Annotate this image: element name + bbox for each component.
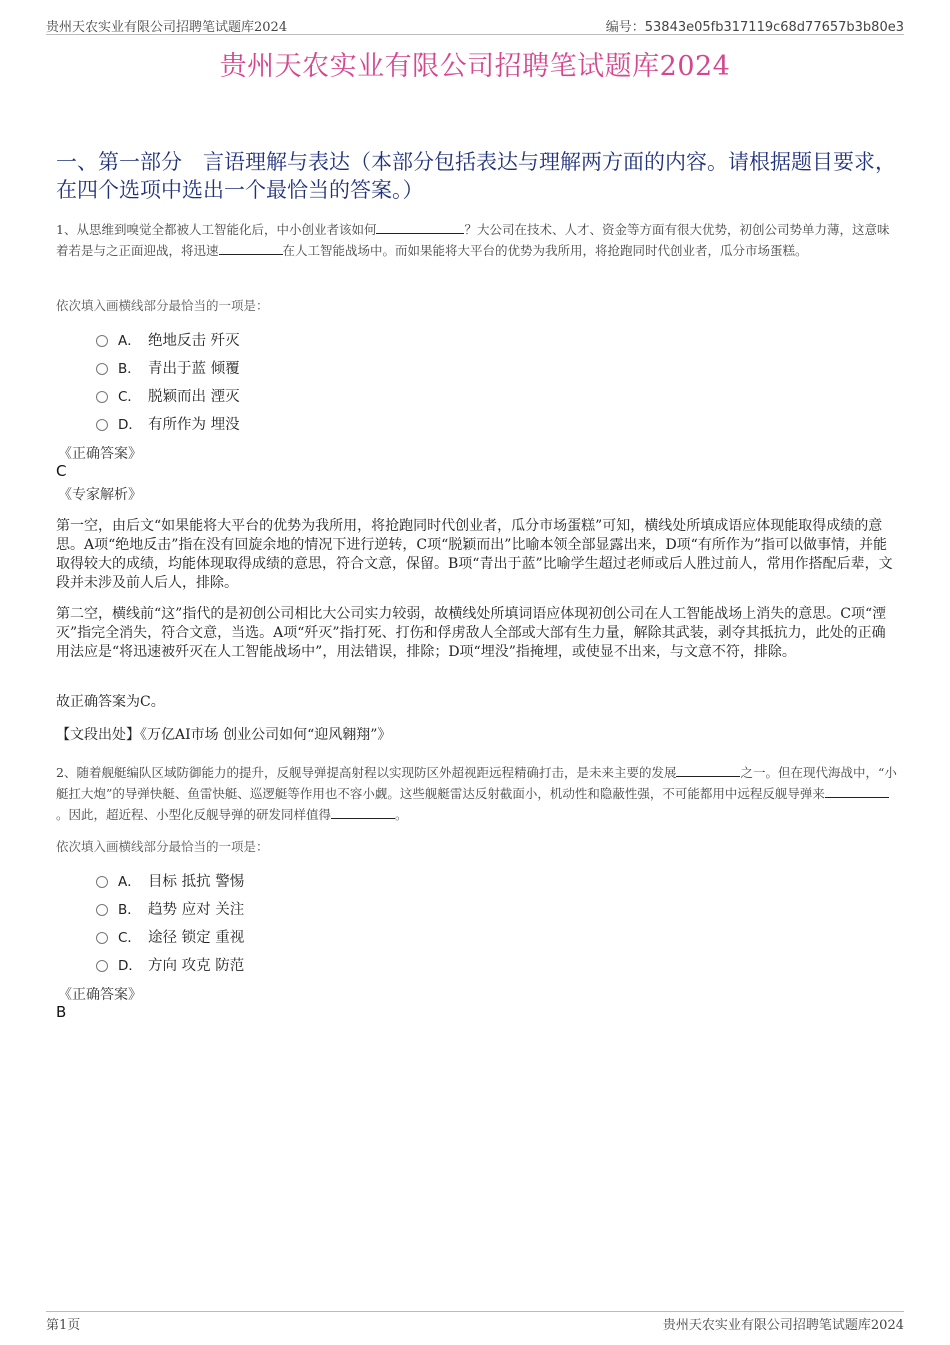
option-letter: A．	[118, 333, 141, 349]
option-d[interactable]	[96, 409, 240, 437]
option-text: 趋势 应对 关注	[148, 901, 245, 918]
question-2-part-2: 之一。但在现代海战中，“小艇扛大炮”的导弹快艇、鱼雷快艇、巡逻艇等作用也不容小觑。这些舰艇雷达反射截面小，机动性和隐蔽性强，不可能都用中远程反舰导弹来	[56, 765, 897, 801]
question-1-part-1: 1、从思维到嗅觉全都被人工智能化后，中小创业者该如何	[56, 222, 377, 237]
source-citation: 【文段出处】《万亿AI市场 创业公司如何“迎风翱翔”》	[56, 727, 392, 743]
answer-value: B	[56, 1003, 67, 1021]
option-letter: A．	[118, 874, 141, 890]
question-2-part-3: 。因此，超近程、小型化反舰导弹的研发同样值得	[56, 807, 332, 822]
option-letter: D．	[118, 958, 142, 974]
analysis-paragraph-1: 第一空，由后文“如果能将大平台的优势为我所用，将抢跑同时代创业者，瓜分市场蛋糕”可知，横线处所填成语应体现能取得成绩的意思。A项“绝地反击”指在没有回旋余地的情况下进行逆转，C项“脱颖而出”比喻本领全部显露出来，D项“有所作为”指可以做事情，并能取得较大的成绩，均能体现取得成绩的意思，符合文意，保留。B项“青出于蓝”比喻学生超过老师或后人胜过前人，常用作搭配后辈，文段并未涉及前人后人，排除。	[56, 518, 893, 591]
option-text: 青出于蓝 倾覆	[148, 360, 240, 377]
question-2-part-4: 。	[395, 807, 408, 822]
page-title: 贵州天农实业有限公司招聘笔试题库2024	[219, 51, 731, 82]
footer-title: 贵州天农实业有限公司招聘笔试题库2024	[662, 1318, 904, 1333]
option-letter: B．	[118, 361, 141, 377]
answer-label: 《正确答案》	[58, 446, 142, 462]
option-a[interactable]	[96, 866, 244, 894]
option-letter: D．	[118, 417, 142, 433]
question-2-text	[56, 762, 901, 825]
option-letter: C．	[118, 930, 141, 946]
radio-icon[interactable]	[96, 876, 108, 888]
header-left: 贵州天农实业有限公司招聘笔试题库2024	[46, 20, 288, 35]
option-text: 途径 锁定 重视	[148, 929, 245, 946]
radio-icon[interactable]	[96, 363, 108, 375]
question-2-part-1: 2、随着舰艇编队区域防御能力的提升，反舰导弹提高射程以实现防区外超视距远程精确打击，是未来主要的发展	[56, 765, 677, 780]
option-text: 有所作为 埋没	[148, 416, 240, 433]
radio-icon[interactable]	[96, 960, 108, 972]
analysis-paragraph-2: 第二空，横线前“这”指代的是初创公司相比大公司实力较弱，故横线处所填词语应体现初创公司在人工智能战场上消失的意思。C项“湮灭”指完全消失，符合文意，当选。A项“歼灭”指打死、打伤和俘虏敌人全部或大部有生力量，解除其武装，剥夺其抵抗力，此处的正确用法应是“将迅速被歼灭在人工智能战场中”，用法错误，排除；D项“埋没”指掩埋，或使显不出来，与文意不符，排除。	[56, 606, 887, 660]
page-footer	[46, 1311, 904, 1332]
radio-icon[interactable]	[96, 932, 108, 944]
option-d[interactable]	[96, 950, 244, 978]
page-number: 第1页	[46, 1318, 81, 1333]
question-1-part-3: 在人工智能战场中。而如果能将大平台的优势为我所用，将抢跑同时代创业者，瓜分市场蛋糕。	[282, 243, 808, 258]
option-c[interactable]	[96, 381, 240, 409]
answer-value: C	[56, 462, 67, 480]
option-c[interactable]	[96, 922, 244, 950]
header-document-id: 编号：53843e05fb317119c68d77657b3b80e3	[605, 20, 904, 35]
radio-icon[interactable]	[96, 904, 108, 916]
question-1-part-2: ？大公司在技术、人才、资金等方面有很大优势，初创公司势单力薄，这意味着若是与之正面迎战，将迅速	[56, 222, 890, 258]
question-2-blank-2	[825, 797, 889, 798]
option-text: 方向 攻克 防范	[148, 957, 245, 974]
question-1-text	[56, 219, 901, 261]
option-text: 绝地反击 歼灭	[148, 332, 240, 349]
question-1-prompt: 依次填入画横线部分最恰当的一项是：	[56, 298, 269, 313]
option-text: 脱颖而出 湮灭	[148, 388, 240, 405]
analysis-label: 《专家解析》	[58, 487, 142, 503]
radio-icon[interactable]	[96, 391, 108, 403]
section-heading: 一、第一部分 言语理解与表达（本部分包括表达与理解两方面的内容。请根据题目要求，在四个选项中选出一个最恰当的答案。）	[56, 150, 896, 202]
question-2-blank-3	[331, 818, 395, 819]
question-2-prompt: 依次填入画横线部分最恰当的一项是：	[56, 839, 269, 854]
option-letter: B．	[118, 902, 141, 918]
question-2-options	[96, 866, 244, 978]
analysis-conclusion: 故正确答案为C。	[56, 694, 165, 710]
option-text: 目标 抵抗 警惕	[148, 873, 245, 890]
option-b[interactable]	[96, 353, 240, 381]
answer-label: 《正确答案》	[58, 987, 142, 1003]
question-1-options	[96, 325, 240, 437]
option-b[interactable]	[96, 894, 244, 922]
question-1-blank-1	[376, 233, 464, 234]
page-header	[46, 14, 904, 35]
question-1-blank-2	[219, 254, 283, 255]
option-letter: C．	[118, 389, 141, 405]
option-a[interactable]	[96, 325, 240, 353]
question-2-blank-1	[676, 776, 740, 777]
radio-icon[interactable]	[96, 335, 108, 347]
radio-icon[interactable]	[96, 419, 108, 431]
